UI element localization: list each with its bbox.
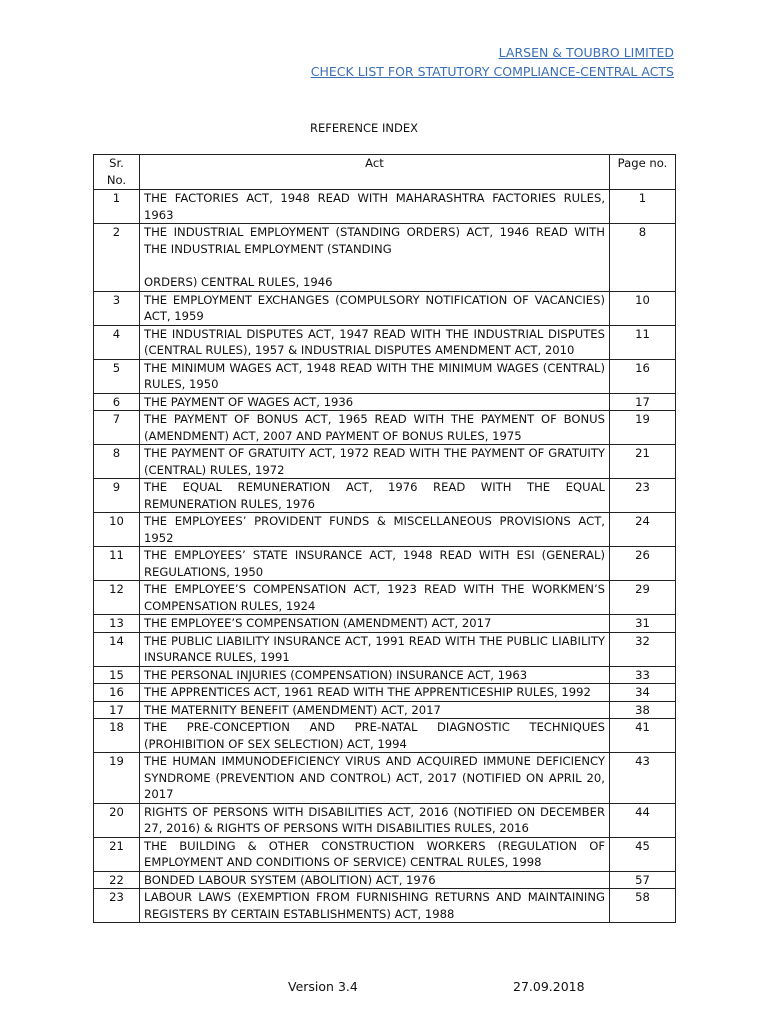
row-act-name: THE EMPLOYEE’S COMPENSATION (AMENDMENT) ACT, 2017 [140, 615, 610, 633]
reference-index-table [93, 154, 676, 923]
row-act-name: THE PAYMENT OF GRATUITY ACT, 1972 READ WITH THE PAYMENT OF GRATUITY (CENTRAL) RULES, 1972 [140, 445, 610, 479]
row-page-no: 8 [610, 224, 676, 292]
row-sr-no: 17 [94, 701, 140, 719]
row-sr-no: 8 [94, 445, 140, 479]
row-page-no: 17 [610, 393, 676, 411]
row-act-name [140, 224, 610, 292]
reference-index-title: REFERENCE INDEX [310, 121, 418, 135]
row-page-no: 10 [610, 291, 676, 325]
row-act-name: THE PERSONAL INJURIES (COMPENSATION) INSURANCE ACT, 1963 [140, 666, 610, 684]
row-act-text: THE INDUSTRIAL EMPLOYMENT (STANDING ORDERS) ACT, 1946 READ WITH THE INDUSTRIAL EMPLOYMENT (STANDING [144, 225, 605, 256]
row-act-name: THE FACTORIES ACT, 1948 READ WITH MAHARASHTRA FACTORIES RULES, 1963 [140, 190, 610, 224]
table-row [94, 359, 676, 393]
row-sr-no: 16 [94, 684, 140, 702]
row-sr-no: 6 [94, 393, 140, 411]
row-page-no: 33 [610, 666, 676, 684]
row-act-name: THE APPRENTICES ACT, 1961 READ WITH THE APPRENTICESHIP RULES, 1992 [140, 684, 610, 702]
row-act-name: RIGHTS OF PERSONS WITH DISABILITIES ACT, 2016 (NOTIFIED ON DECEMBER 27, 2016) & RIGHTS OF PERSONS WITH DISABILITIES RULES, 2016 [140, 803, 610, 837]
row-page-no: 43 [610, 753, 676, 804]
table-row [94, 837, 676, 871]
table-row [94, 719, 676, 753]
row-sr-no: 5 [94, 359, 140, 393]
row-page-no: 29 [610, 581, 676, 615]
row-page-no: 57 [610, 871, 676, 889]
col-header-act: Act [140, 155, 610, 190]
table-row [94, 666, 676, 684]
row-page-no: 38 [610, 701, 676, 719]
row-sr-no: 3 [94, 291, 140, 325]
table-row [94, 701, 676, 719]
row-sr-no: 13 [94, 615, 140, 633]
table-row [94, 889, 676, 923]
row-act-name: THE MINIMUM WAGES ACT, 1948 READ WITH THE MINIMUM WAGES (CENTRAL) RULES, 1950 [140, 359, 610, 393]
col-header-page-no: Page no. [610, 155, 676, 190]
row-act-name: THE INDUSTRIAL DISPUTES ACT, 1947 READ WITH THE INDUSTRIAL DISPUTES (CENTRAL RULES), 1957 & INDUSTRIAL DISPUTES AMENDMENT ACT, 2010 [140, 325, 610, 359]
row-act-name: THE MATERNITY BENEFIT (AMENDMENT) ACT, 2017 [140, 701, 610, 719]
row-page-no: 16 [610, 359, 676, 393]
row-page-no: 24 [610, 513, 676, 547]
col-header-sr-no [94, 155, 140, 190]
table-row [94, 581, 676, 615]
footer-version: Version 3.4 [288, 979, 358, 994]
table-row [94, 615, 676, 633]
col-header-sr-line2: No. [106, 172, 127, 187]
table-row [94, 393, 676, 411]
row-act-name: THE HUMAN IMMUNODEFICIENCY VIRUS AND ACQUIRED IMMUNE DEFICIENCY SYNDROME (PREVENTION AND CONTROL) ACT, 2017 (NOTIFIED ON APRIL 20, 2017 [140, 753, 610, 804]
row-sr-no: 9 [94, 479, 140, 513]
row-act-name: THE EMPLOYEES’ PROVIDENT FUNDS & MISCELLANEOUS PROVISIONS ACT, 1952 [140, 513, 610, 547]
table-row [94, 753, 676, 804]
row-page-no: 44 [610, 803, 676, 837]
row-page-no: 19 [610, 411, 676, 445]
row-sr-no: 18 [94, 719, 140, 753]
col-header-sr-line1: Sr. [109, 156, 124, 170]
row-page-no: 58 [610, 889, 676, 923]
row-sr-no: 10 [94, 513, 140, 547]
row-act-name: THE BUILDING & OTHER CONSTRUCTION WORKERS (REGULATION OF EMPLOYMENT AND CONDITIONS OF SERVICE) CENTRAL RULES, 1998 [140, 837, 610, 871]
footer-date: 27.09.2018 [513, 979, 585, 994]
row-page-no: 45 [610, 837, 676, 871]
row-act-name: THE EMPLOYMENT EXCHANGES (COMPULSORY NOTIFICATION OF VACANCIES) ACT, 1959 [140, 291, 610, 325]
row-sr-no: 19 [94, 753, 140, 804]
row-sr-no: 7 [94, 411, 140, 445]
row-act-name: THE PRE-CONCEPTION AND PRE-NATAL DIAGNOSTIC TECHNIQUES (PROHIBITION OF SEX SELECTION) ACT, 1994 [140, 719, 610, 753]
table-body [94, 190, 676, 923]
row-page-no: 34 [610, 684, 676, 702]
table-row [94, 513, 676, 547]
row-act-name: THE PAYMENT OF BONUS ACT, 1965 READ WITH THE PAYMENT OF BONUS (AMENDMENT) ACT, 2007 AND PAYMENT OF BONUS RULES, 1975 [140, 411, 610, 445]
row-page-no: 32 [610, 632, 676, 666]
row-act-text-continued: ORDERS) CENTRAL RULES, 1946 [144, 275, 333, 289]
row-sr-no: 21 [94, 837, 140, 871]
row-page-no: 23 [610, 479, 676, 513]
table-row [94, 325, 676, 359]
row-sr-no: 22 [94, 871, 140, 889]
row-sr-no: 1 [94, 190, 140, 224]
table-row [94, 291, 676, 325]
row-sr-no: 23 [94, 889, 140, 923]
table-row [94, 803, 676, 837]
table-row [94, 684, 676, 702]
row-sr-no: 14 [94, 632, 140, 666]
table-row [94, 411, 676, 445]
row-page-no: 11 [610, 325, 676, 359]
row-sr-no: 2 [94, 224, 140, 292]
row-act-name: LABOUR LAWS (EXEMPTION FROM FURNISHING RETURNS AND MAINTAINING REGISTERS BY CERTAIN ESTABLISHMENTS) ACT, 1988 [140, 889, 610, 923]
row-sr-no: 20 [94, 803, 140, 837]
table-row [94, 445, 676, 479]
row-sr-no: 11 [94, 547, 140, 581]
row-page-no: 41 [610, 719, 676, 753]
checklist-title-link[interactable]: CHECK LIST FOR STATUTORY COMPLIANCE-CENTRAL ACTS [310, 64, 674, 79]
company-name-link[interactable]: LARSEN & TOUBRO LIMITED [498, 45, 674, 60]
row-act-name: THE EMPLOYEE’S COMPENSATION ACT, 1923 READ WITH THE WORKMEN’S COMPENSATION RULES, 1924 [140, 581, 610, 615]
row-sr-no: 15 [94, 666, 140, 684]
row-act-name: THE PUBLIC LIABILITY INSURANCE ACT, 1991 READ WITH THE PUBLIC LIABILITY INSURANCE RULES, 1991 [140, 632, 610, 666]
document-header [311, 43, 674, 81]
row-sr-no: 12 [94, 581, 140, 615]
table-header-row [94, 155, 676, 190]
row-act-name: THE PAYMENT OF WAGES ACT, 1936 [140, 393, 610, 411]
row-act-name: THE EQUAL REMUNERATION ACT, 1976 READ WITH THE EQUAL REMUNERATION RULES, 1976 [140, 479, 610, 513]
table-row [94, 190, 676, 224]
table-row [94, 479, 676, 513]
row-page-no: 1 [610, 190, 676, 224]
row-act-name: THE EMPLOYEES’ STATE INSURANCE ACT, 1948 READ WITH ESI (GENERAL) REGULATIONS, 1950 [140, 547, 610, 581]
table-row [94, 871, 676, 889]
table-row [94, 632, 676, 666]
row-sr-no: 4 [94, 325, 140, 359]
table-row [94, 224, 676, 292]
row-page-no: 31 [610, 615, 676, 633]
row-act-name: BONDED LABOUR SYSTEM (ABOLITION) ACT, 1976 [140, 871, 610, 889]
row-page-no: 21 [610, 445, 676, 479]
table-row [94, 547, 676, 581]
row-page-no: 26 [610, 547, 676, 581]
